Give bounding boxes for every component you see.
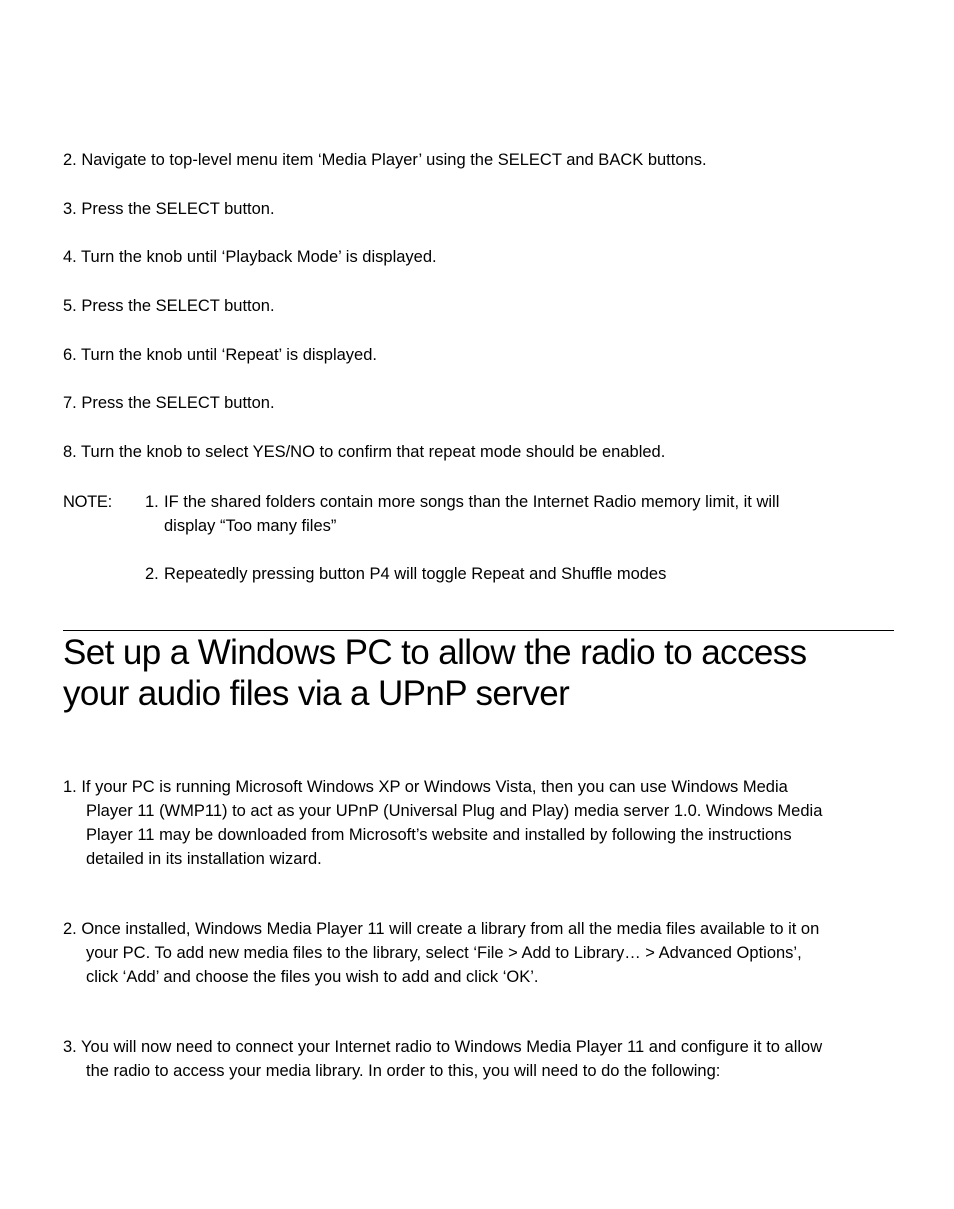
paragraph-line: Player 11 (WMP11) to act as your UPnP (Universal Plug and Play) media server 1.0. Windows Media [86,802,823,820]
paragraph-line: 1. If your PC is running Microsoft Windows XP or Windows Vista, then you can use Windows Media [63,778,788,796]
note-item-2 [145,562,865,586]
section-heading-line-1: Set up a Windows PC to allow the radio to access [63,633,807,672]
step-7: 7. Press the SELECT button. [63,394,275,412]
note-item-text: IF the shared folders contain more songs than the Internet Radio memory limit, it will [164,493,780,511]
note-item-number: 2. [145,565,159,583]
paragraph-3 [63,1035,895,1083]
step-5: 5. Press the SELECT button. [63,297,275,315]
paragraph-2 [63,917,895,989]
note-item-1 [145,490,865,538]
note-item-text-continued: display “Too many files” [164,517,337,535]
step-3: 3. Press the SELECT button. [63,200,275,218]
step-4: 4. Turn the knob until ‘Playback Mode’ is displayed. [63,248,437,266]
section-heading-line-2: your audio files via a UPnP server [63,674,570,713]
paragraph-line: detailed in its installation wizard. [86,850,322,868]
note-label: NOTE: [63,493,112,511]
section-divider [63,630,894,631]
section-heading [63,632,903,714]
step-6: 6. Turn the knob until ‘Repeat’ is displayed. [63,346,377,364]
paragraph-line: click ‘Add’ and choose the files you wish to add and click ‘OK’. [86,968,539,986]
step-8: 8. Turn the knob to select YES/NO to confirm that repeat mode should be enabled. [63,443,666,461]
paragraph-line: 2. Once installed, Windows Media Player 11 will create a library from all the media files available to it on [63,920,820,938]
paragraph-line: Player 11 may be downloaded from Microsoft’s website and installed by following the instructions [86,826,792,844]
paragraph-line: 3. You will now need to connect your Internet radio to Windows Media Player 11 and configure it to allow [63,1038,823,1056]
note-item-text: Repeatedly pressing button P4 will toggle Repeat and Shuffle modes [164,565,667,583]
step-2: 2. Navigate to top-level menu item ‘Media Player’ using the SELECT and BACK buttons. [63,151,707,169]
paragraph-1 [63,775,895,871]
paragraph-line: the radio to access your media library. In order to this, you will need to do the following: [86,1062,721,1080]
note-item-number: 1. [145,493,159,511]
paragraph-line: your PC. To add new media files to the library, select ‘File > Add to Library… > Advanced Options’, [86,944,802,962]
